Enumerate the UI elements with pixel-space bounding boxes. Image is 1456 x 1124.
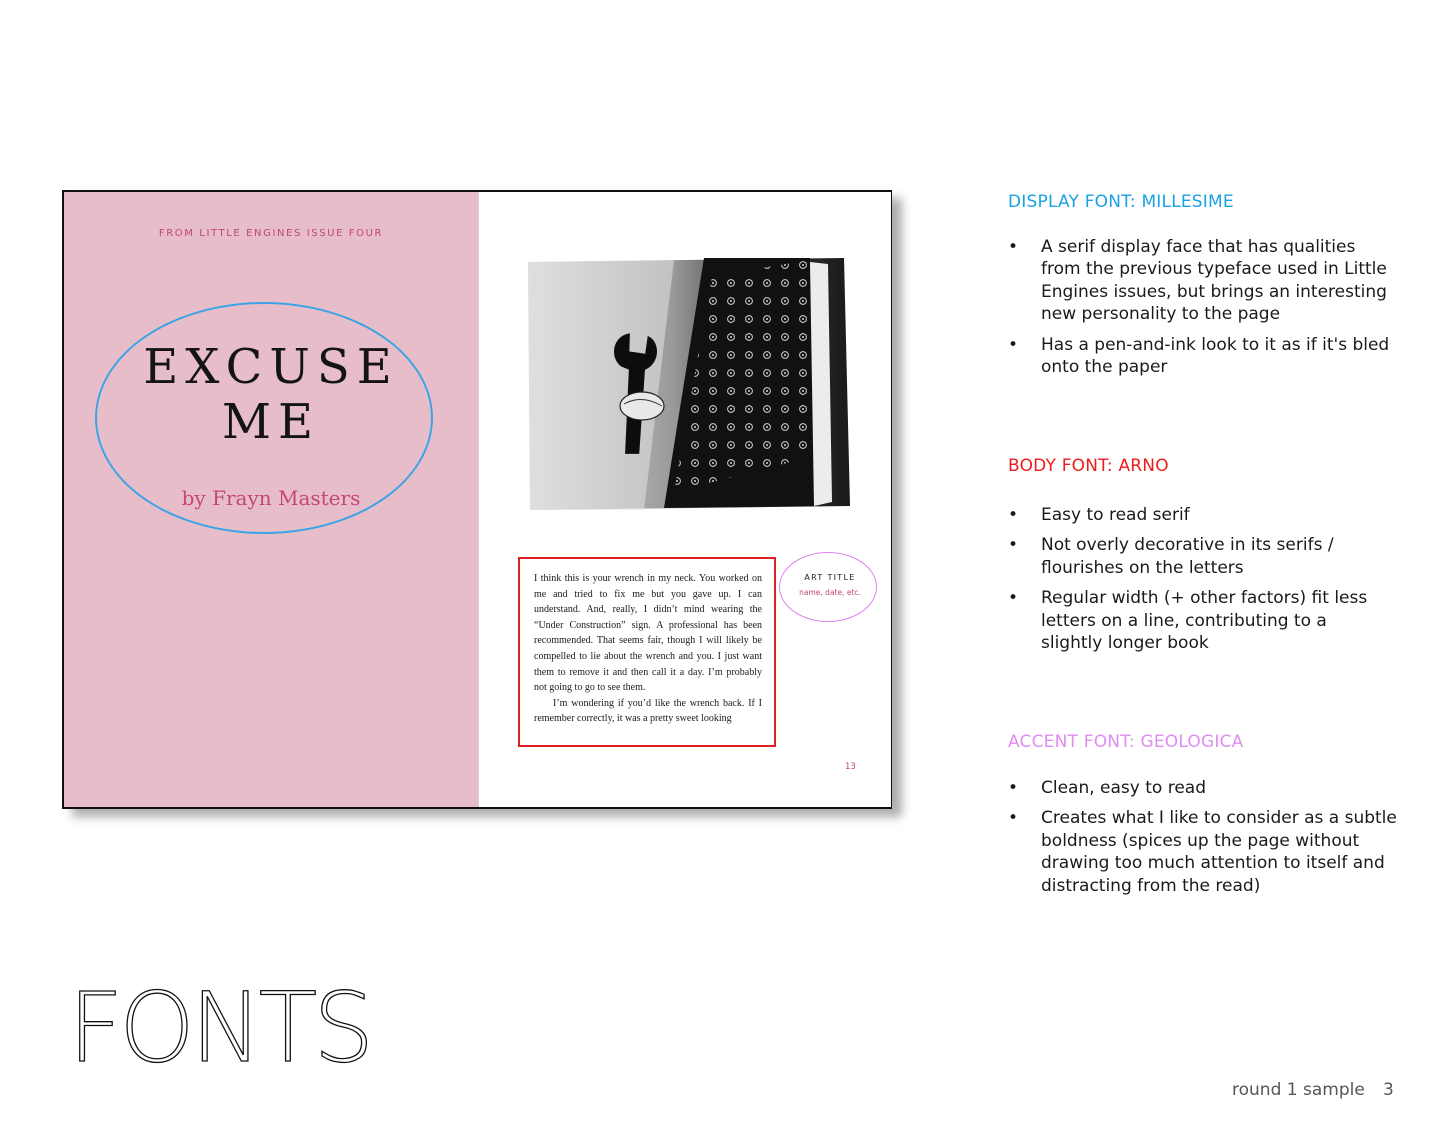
bullet-icon: • [1008,334,1019,355]
list-item [1008,334,1400,379]
list-item [1008,534,1378,579]
display-font-heading [1008,192,1234,212]
slide-page-number: 3 [1383,1080,1394,1100]
art-caption-title: ART TITLE [804,573,856,582]
page-folio: 13 [845,762,856,772]
bullet-icon: • [1008,808,1019,829]
magazine-spread-mockup [62,190,892,809]
display-font-bullets [1008,236,1400,386]
bullet-icon: • [1008,237,1019,257]
bullet-text: Easy to read serif [1041,505,1190,525]
right-page [478,192,891,807]
section-label: DISPLAY FONT: [1008,192,1136,212]
list-item [1008,777,1400,799]
list-item [1008,587,1378,654]
bullet-text: Clean, easy to read [1041,778,1207,798]
bullet-icon: • [1008,778,1019,798]
bullet-text: Regular width (+ other factors) fit less letters on a line, contributing to a slightly longer book [1041,588,1368,654]
font-name: ARNO [1118,456,1169,476]
left-page [64,192,478,807]
accent-font-bullets [1008,777,1400,905]
bullet-text: Not overly decorative in its serifs / flourishes on the letters [1041,535,1334,578]
body-paragraph: I’m wondering if you’d like the wrench back. If I remember correctly, it was a pretty sweet looking [534,697,762,725]
accent-font-heading [1008,732,1243,752]
bullet-icon: • [1008,505,1019,525]
font-name: GEOLOGICA [1140,732,1244,752]
section-label: BODY FONT: [1008,456,1113,476]
story-title-line-2: ME [221,394,321,450]
footer-label: round 1 sample [1232,1080,1365,1100]
artwork-illustration [524,256,852,512]
section-label: ACCENT FONT: [1008,732,1135,752]
list-item [1008,504,1378,526]
body-font-heading [1008,456,1169,476]
wrench-painting-image [524,256,852,512]
story-title [104,340,438,450]
list-item [1008,807,1400,897]
body-copy [534,571,762,727]
list-item [1008,236,1400,326]
bullet-text: A serif display face that has qualities from the previous typeface used in Little Engines issues, but brings an interesting new personality to the page [1041,237,1387,325]
bullet-icon: • [1008,588,1019,609]
slide-heading: FONTS [68,972,371,1084]
bullet-text: Has a pen-and-ink look to it as if it's bled onto the paper [1041,334,1390,378]
body-font-bullets [1008,504,1378,662]
accent-font-highlight-oval [779,552,877,622]
body-font-highlight-box [518,557,776,747]
bullet-icon: • [1008,535,1019,556]
body-paragraph: I think this is your wrench in my neck. You worked on me and tried to fix me but you gave up. I can understand. And, really, I didn’t mind wearing the “Under Construction” sign. A professional has been recommended. That seems fair, though I will likely be compelled to lie about the wrench and you. I just want them to remove it and then call it a day. I’m probably not going to go to see them. [534,573,762,694]
story-title-line-1: EXCUSE [143,339,399,395]
bullet-text: Creates what I like to consider as a subtle boldness (spices up the page without drawing too much attention to itself and distracting from the read) [1041,808,1397,896]
font-name: MILLESIME [1141,192,1234,212]
art-caption-meta: name, date, etc. [799,588,861,597]
story-byline: by Frayn Masters [181,486,361,510]
issue-kicker: FROM LITTLE ENGINES ISSUE FOUR [158,228,384,239]
